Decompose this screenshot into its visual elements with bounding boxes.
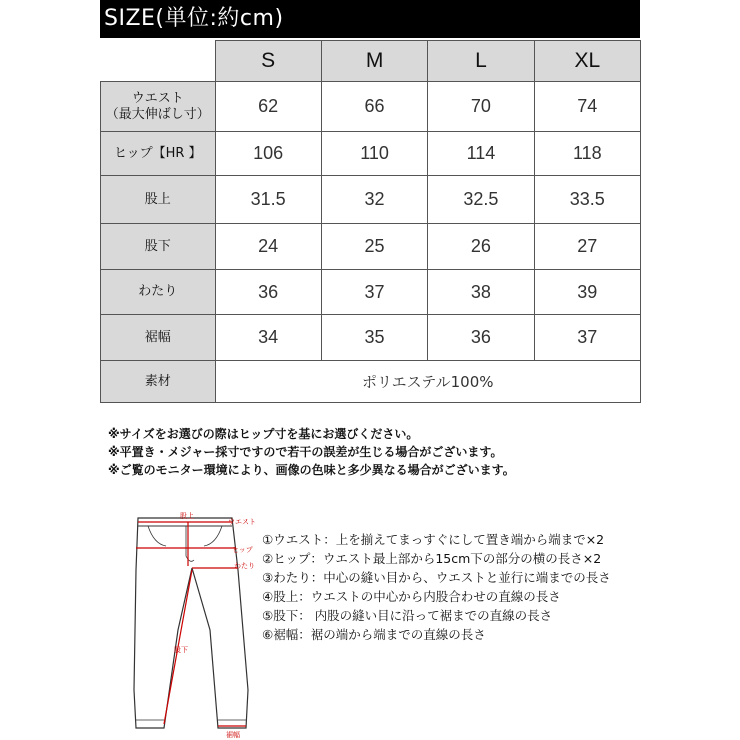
table-cell: 106 <box>215 132 321 176</box>
table-row-hip <box>101 132 641 176</box>
diagram-label-rise: 股上 <box>180 512 194 520</box>
table-cell: 36 <box>428 315 534 361</box>
note-line: ※平置き・メジャー採寸ですので若干の誤差が生じる場合がございます。 <box>108 445 503 459</box>
material-value: ポリエステル100% <box>215 361 641 403</box>
row-label-waist <box>101 82 216 132</box>
table-cell: 26 <box>428 224 534 270</box>
notes <box>108 425 515 479</box>
measurement-item: ①ウエスト：上を揃えてまっすぐにして置き端から端まで×2 <box>262 532 605 547</box>
diagram-label-hem: 裾幅 <box>226 731 240 739</box>
size-title: SIZE(単位:約cm) <box>104 6 284 31</box>
measurement-guide <box>262 530 611 644</box>
table-cell: 114 <box>428 132 534 176</box>
table-cell: 70 <box>428 82 534 132</box>
table-cell: 37 <box>534 315 640 361</box>
table-row-hem <box>101 315 641 361</box>
pants-diagram <box>120 510 270 740</box>
row-label-rise: 股上 <box>101 176 216 224</box>
measurement-item: ③わたり：中心の縫い目から、ウエストと並行に端までの長さ <box>262 570 611 585</box>
table-cell: 31.5 <box>215 176 321 224</box>
diagram-label-thigh: わたり <box>234 562 255 570</box>
table-cell: 74 <box>534 82 640 132</box>
table-cell: 33.5 <box>534 176 640 224</box>
size-m-header: M <box>321 41 427 82</box>
row-label-thigh: わたり <box>101 270 216 315</box>
table-cell: 39 <box>534 270 640 315</box>
row-label-hem: 裾幅 <box>101 315 216 361</box>
table-cell: 25 <box>321 224 427 270</box>
diagram-label-hip: ヒップ <box>232 546 253 554</box>
row-label-material: 素材 <box>101 361 216 403</box>
table-row-thigh <box>101 270 641 315</box>
table-cell: 27 <box>534 224 640 270</box>
table-cell: 38 <box>428 270 534 315</box>
table-cell: 110 <box>321 132 427 176</box>
size-header <box>100 0 640 38</box>
table-cell: 24 <box>215 224 321 270</box>
size-s-header: S <box>215 41 321 82</box>
measurement-item: ④股上：ウエストの中心から内股合わせの直線の長さ <box>262 589 561 604</box>
size-header-row <box>101 41 641 82</box>
row-label-line: （最大伸ばし寸） <box>105 106 210 122</box>
table-cell: 37 <box>321 270 427 315</box>
note-line: ※サイズをお選びの際はヒップ寸を基にお選びください。 <box>108 427 419 441</box>
table-row-rise <box>101 176 641 224</box>
size-l-header: L <box>428 41 534 82</box>
table-cell: 34 <box>215 315 321 361</box>
table-cell: 35 <box>321 315 427 361</box>
table-cell: 32 <box>321 176 427 224</box>
table-cell: 62 <box>215 82 321 132</box>
measurement-item: ⑥裾幅：裾の端から端までの直線の長さ <box>262 627 486 642</box>
diagram-label-waist: ウエスト <box>228 518 256 526</box>
measurement-item: ②ヒップ：ウエスト最上部から15cm下の部分の横の長さ×2 <box>262 551 602 566</box>
table-cell: 66 <box>321 82 427 132</box>
size-table <box>100 40 641 403</box>
measurement-item: ⑤股下： 内股の縫い目に沿って裾までの直線の長さ <box>262 608 553 623</box>
table-cell: 36 <box>215 270 321 315</box>
table-row-waist <box>101 82 641 132</box>
row-label-hip: ヒップ【HR 】 <box>101 132 216 176</box>
table-cell: 32.5 <box>428 176 534 224</box>
table-row-material <box>101 361 641 403</box>
table-row-inseam <box>101 224 641 270</box>
size-xl-header: XL <box>534 41 640 82</box>
note-line: ※ご覧のモニター環境により、画像の色味と多少異なる場合がございます。 <box>108 463 515 477</box>
table-cell: 118 <box>534 132 640 176</box>
corner-cell <box>101 41 216 82</box>
diagram-label-inseam: 股下 <box>174 646 188 654</box>
row-label-line: ウエスト <box>131 90 184 106</box>
row-label-inseam: 股下 <box>101 224 216 270</box>
pants-outline <box>134 518 248 728</box>
